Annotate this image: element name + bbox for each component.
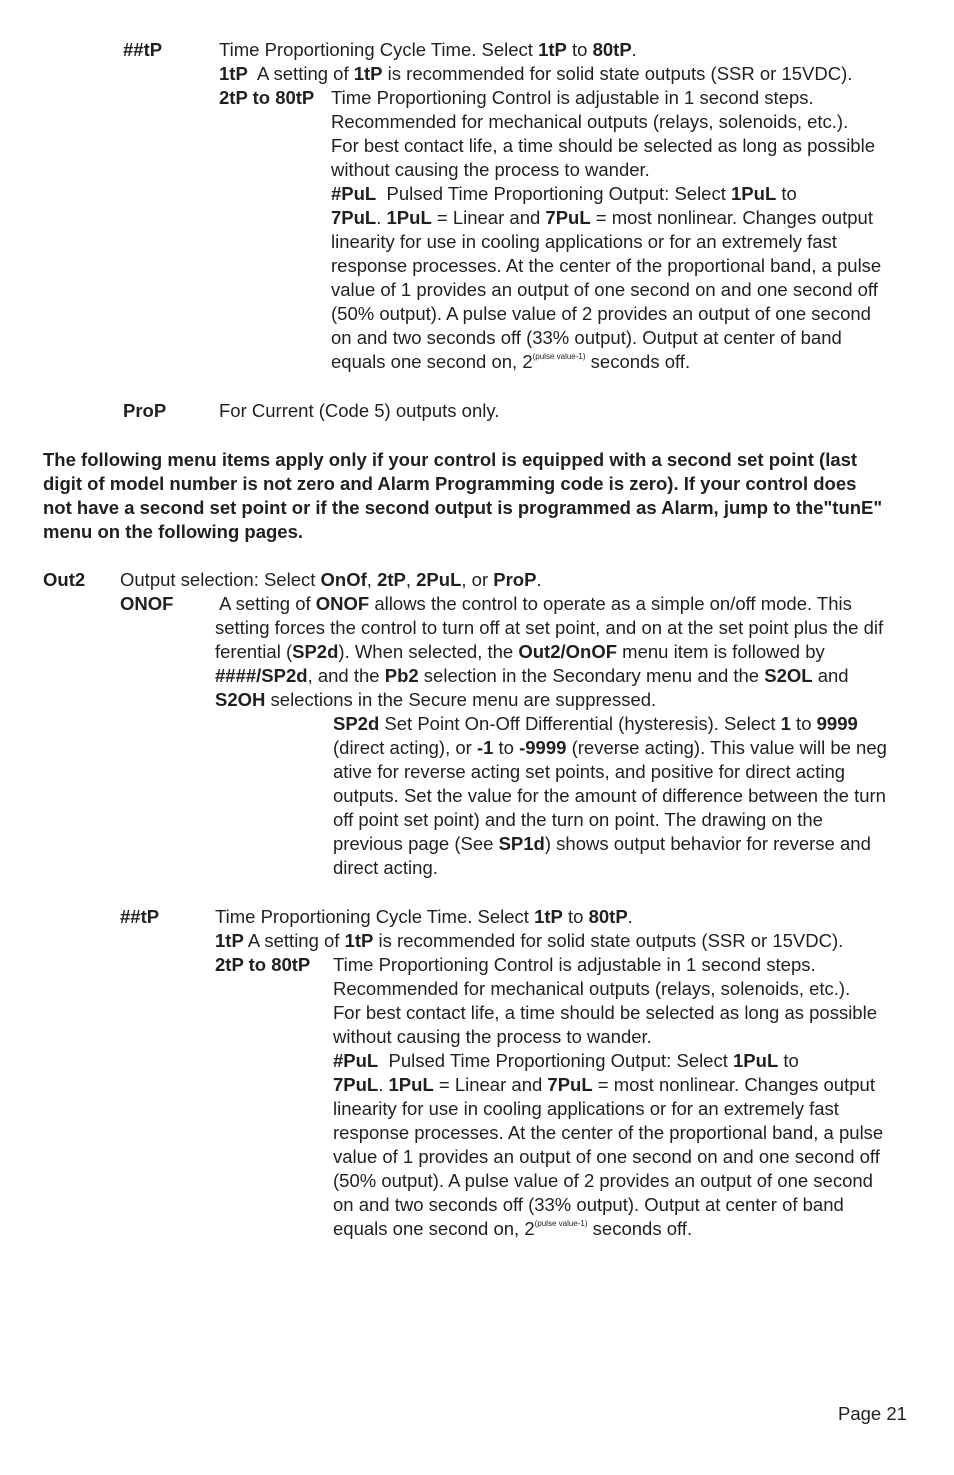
page-number: Page 21 — [838, 1403, 907, 1424]
onof-line: ####/SP2d, and the Pb2 selection in the Secondary menu and the S2OL and — [215, 665, 849, 686]
section2-1tp-line: 1tP A setting of 1tP is recommended for solid state outputs (SSR or 15VDC). — [215, 930, 844, 951]
section2-pul-line: 7PuL. 1PuL = Linear and 7PuL = most nonlinear. Changes output — [333, 1074, 875, 1095]
section2-pul-last-line: equals one second on, $2^{(pulse value-1)}$ seconds off. — [333, 1218, 693, 1239]
section1-code: ##tP — [123, 39, 163, 60]
section2-pul-line: linearity for use in cooling applications or for an extremely fast — [333, 1098, 839, 1119]
section1-heading: Time Proportioning Cycle Time. Select 1tP to 80tP. — [219, 39, 637, 60]
sp2d-line: outputs. Set the value for the amount of difference between the turn — [333, 785, 886, 806]
section2-pul-line: value of 1 provides an output of one second on and one second off — [333, 1146, 880, 1167]
section2-pul-line: on and two seconds off (33% output). Output at center of band — [333, 1194, 844, 1215]
sp2d-line: direct acting. — [333, 857, 438, 878]
section1-pul-heading: #PuL Pulsed Time Proportioning Output: Select 1PuL to — [331, 183, 797, 204]
section2-pul-line: (50% output). A pulse value of 2 provides an output of one second — [333, 1170, 873, 1191]
sp2d-line: ative for reverse acting set points, and positive for direct acting — [333, 761, 846, 782]
section1-pul-line: value of 1 provides an output of one second on and one second off — [331, 279, 878, 300]
section2-heading: Time Proportioning Cycle Time. Select 1tP to 80tP. — [215, 906, 633, 927]
out2-heading: Output selection: Select OnOf, 2tP, 2PuL, or ProP. — [120, 569, 542, 590]
section2-pul-heading: #PuL Pulsed Time Proportioning Output: Select 1PuL to — [333, 1050, 799, 1071]
onof-line: A setting of ONOF allows the control to operate as a simple on/off mode. This — [215, 593, 852, 614]
section2-code: ##tP — [120, 906, 160, 927]
section1-pul-line: 7PuL. 1PuL = Linear and 7PuL = most nonlinear. Changes output — [331, 207, 873, 228]
section1-pul-line: (50% output). A pulse value of 2 provides an output of one second — [331, 303, 871, 324]
sp2d-line: off point set point) and the turn on point. The drawing on the — [333, 809, 823, 830]
section2-2tp-line: Recommended for mechanical outputs (relays, solenoids, etc.). — [333, 978, 851, 999]
section2-2tp-label: 2tP to 80tP — [215, 954, 311, 975]
section2-2tp-line: Time Proportioning Control is adjustable in 1 second steps. — [333, 954, 816, 975]
section1-2tp-line: Time Proportioning Control is adjustable in 1 second steps. — [331, 87, 814, 108]
out2-code: Out2 — [43, 569, 86, 590]
section2-pul-line: response processes. At the center of the proportional band, a pulse — [333, 1122, 884, 1143]
section2-2tp-line: without causing the process to wander. — [333, 1026, 652, 1047]
section1-pul-last-line: equals one second on, $2^{(pulse value-1)}$ seconds off. — [331, 351, 691, 372]
second-setpoint-notice — [43, 448, 923, 544]
section1-2tp-line: For best contact life, a time should be selected as long as possible — [331, 135, 875, 156]
notice-line: The following menu items apply only if your control is equipped with a second set point (last — [43, 449, 858, 470]
prop-text: For Current (Code 5) outputs only. — [219, 400, 500, 421]
notice-line: digit of model number is not zero and Alarm Programming code is zero). If your control does — [43, 473, 857, 494]
section2-2tp-line: For best contact life, a time should be selected as long as possible — [333, 1002, 877, 1023]
section1-2tp-label: 2tP to 80tP — [219, 87, 315, 108]
notice-line: menu on the following pages. — [43, 521, 304, 542]
sp2d-line: (direct acting), or -1 to -9999 (reverse acting). This value will be neg — [333, 737, 887, 758]
section1-2tp-line: Recommended for mechanical outputs (relays, solenoids, etc.). — [331, 111, 849, 132]
sp2d-line: SP2d Set Point On-Off Differential (hysteresis). Select 1 to 9999 — [333, 713, 858, 734]
notice-line: not have a second set point or if the second output is programmed as Alarm, jump to the"tunE" — [43, 497, 883, 518]
section1-pul-line: response processes. At the center of the proportional band, a pulse — [331, 255, 882, 276]
prop-code: ProP — [123, 400, 167, 421]
section1-2tp-line: without causing the process to wander. — [331, 159, 650, 180]
section1-pul-line: linearity for use in cooling applications or for an extremely fast — [331, 231, 837, 252]
onof-line: ferential (SP2d). When selected, the Out2/OnOF menu item is followed by — [215, 641, 825, 662]
onof-label: ONOF — [120, 593, 174, 614]
sp2d-line: previous page (See SP1d) shows output behavior for reverse and — [333, 833, 871, 854]
section1-1tp-line: 1tP A setting of 1tP is recommended for solid state outputs (SSR or 15VDC). — [219, 63, 853, 84]
section1-pul-line: on and two seconds off (33% output). Output at center of band — [331, 327, 842, 348]
onof-line: setting forces the control to turn off at set point, and on at the set point plus the dif — [215, 617, 884, 638]
onof-line: S2OH selections in the Secure menu are suppressed. — [215, 689, 657, 710]
